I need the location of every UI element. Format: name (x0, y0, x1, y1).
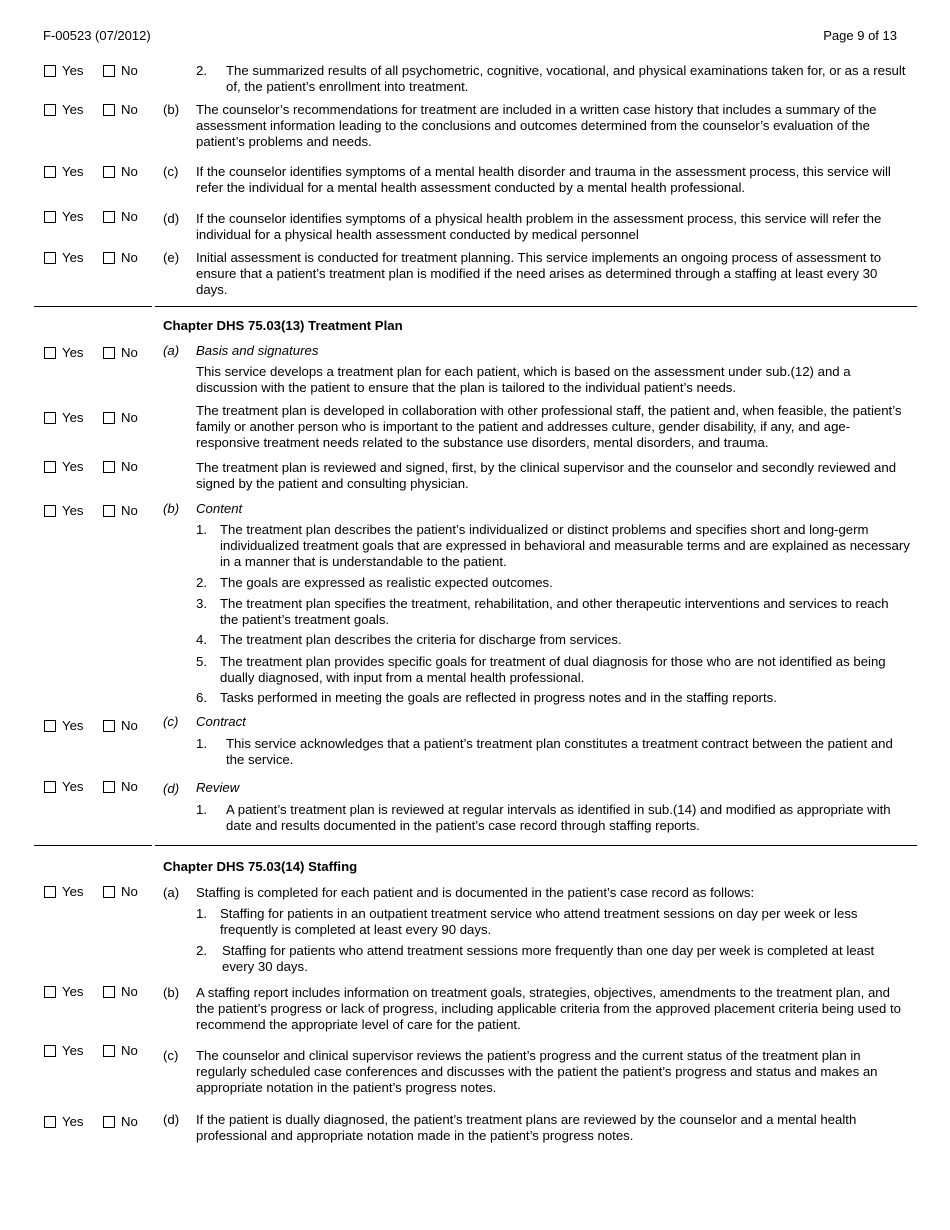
yes-label: Yes (62, 984, 84, 999)
no-label: No (121, 884, 138, 899)
yes-label: Yes (62, 718, 84, 733)
item-number: 2. (196, 575, 207, 590)
item-text: A patient’s treatment plan is reviewed at regular intervals as identified in sub.(14) and modified as appropriate with date and results documented in the patient’s case record through staffing reports. (226, 802, 891, 833)
yes-checkbox[interactable] (44, 412, 56, 424)
no-checkbox[interactable] (103, 104, 115, 116)
yes-checkbox[interactable] (44, 1116, 56, 1128)
yes-label: Yes (62, 250, 84, 265)
item-letter: (e) (163, 250, 180, 265)
yes-checkbox[interactable] (44, 720, 56, 732)
no-label: No (121, 209, 138, 224)
item-number: 2. (196, 943, 207, 958)
yes-no-group (44, 984, 154, 1000)
yes-label: Yes (62, 1043, 84, 1058)
yes-checkbox[interactable] (44, 986, 56, 998)
form-id: F-00523 (07/2012) (43, 28, 151, 43)
no-checkbox[interactable] (103, 505, 115, 517)
yes-checkbox[interactable] (44, 252, 56, 264)
no-checkbox[interactable] (103, 781, 115, 793)
yes-checkbox[interactable] (44, 211, 56, 223)
item-text: If the patient is dually diagnosed, the patient’s treatment plans are reviewed by the counselor and a mental health professional and appropriate notation made in the patient’s progress notes. (196, 1112, 857, 1143)
item-text: The summarized results of all psychometric, cognitive, vocational, and physical examinations taken for, or as a result of, the patient’s enrollment into treatment. (226, 63, 906, 94)
no-checkbox[interactable] (103, 252, 115, 264)
item-number: 1. (196, 736, 207, 751)
subsection-title: Basis and signatures (196, 343, 319, 358)
no-label: No (121, 459, 138, 474)
yes-label: Yes (62, 63, 84, 78)
yes-checkbox[interactable] (44, 347, 56, 359)
no-checkbox[interactable] (103, 347, 115, 359)
no-label: No (121, 779, 138, 794)
no-checkbox[interactable] (103, 1116, 115, 1128)
item-text: If the counselor identifies symptoms of a mental health disorder and trauma in the assessment process, this service will refer the individual for a mental health assessment conducted by a mental health professional. (196, 164, 891, 195)
item-text: A staffing report includes information on treatment goals, strategies, objectives, amendments to the treatment plan, and the patient’s progress or lack of progress, including applicable criteria from the approved placement criteria being used to recommend the appropriate level of care for the patient. (196, 985, 901, 1032)
yes-no-group (44, 209, 154, 225)
yes-no-group (44, 410, 154, 426)
no-checkbox[interactable] (103, 211, 115, 223)
yes-checkbox[interactable] (44, 104, 56, 116)
yes-no-group (44, 718, 154, 734)
yes-checkbox[interactable] (44, 461, 56, 473)
item-text: The treatment plan specifies the treatment, rehabilitation, and other therapeutic interventions and services to reach the patient’s treatment goals. (220, 596, 889, 627)
subsection-title: Content (196, 501, 243, 516)
item-number: 1. (196, 906, 207, 921)
item-number: 5. (196, 654, 207, 669)
yes-no-group (44, 63, 154, 79)
no-label: No (121, 345, 138, 360)
item-text: The treatment plan provides specific goals for treatment of dual diagnosis for those who are not identified as being dually diagnosed, with input from a mental health professional. (220, 654, 886, 685)
subsection-title: Review (196, 780, 240, 795)
yes-no-group (44, 1114, 154, 1130)
yes-label: Yes (62, 884, 84, 899)
item-text: This service develops a treatment plan for each patient, which is based on the assessment under sub.(12) and a discussion with the patient to ensure that the plan is tailored to the individual patient’s needs. (196, 364, 851, 395)
no-checkbox[interactable] (103, 461, 115, 473)
yes-checkbox[interactable] (44, 65, 56, 77)
yes-checkbox[interactable] (44, 1045, 56, 1057)
section-divider (34, 845, 152, 846)
item-letter: (c) (163, 1048, 179, 1063)
yes-label: Yes (62, 779, 84, 794)
item-letter: (b) (163, 985, 180, 1000)
item-text: This service acknowledges that a patient’s treatment plan constitutes a treatment contract between the patient and the service. (226, 736, 893, 767)
yes-label: Yes (62, 459, 84, 474)
item-number: 2. (196, 63, 207, 78)
yes-no-group (44, 164, 154, 180)
item-text: Initial assessment is conducted for treatment planning. This service implements an ongoing process of assessment to ensure that a patient’s treatment plan is modified if the need arises as determined through a staffing at least every 30 days. (196, 250, 882, 297)
no-label: No (121, 102, 138, 117)
no-label: No (121, 250, 138, 265)
yes-label: Yes (62, 209, 84, 224)
yes-checkbox[interactable] (44, 166, 56, 178)
no-label: No (121, 718, 138, 733)
yes-no-group (44, 102, 154, 118)
item-letter: (d) (163, 781, 180, 796)
item-number: 1. (196, 522, 207, 537)
yes-checkbox[interactable] (44, 781, 56, 793)
no-label: No (121, 1114, 138, 1129)
yes-no-group (44, 250, 154, 266)
yes-no-group (44, 884, 154, 900)
yes-label: Yes (62, 345, 84, 360)
item-letter: (d) (163, 1112, 180, 1127)
item-letter: (c) (163, 714, 179, 729)
yes-label: Yes (62, 102, 84, 117)
item-text: Staffing for patients in an outpatient treatment service who attend treatment sessions on day per week or less frequently is completed at least every 90 days. (220, 906, 858, 937)
no-checkbox[interactable] (103, 166, 115, 178)
subsection-title: Contract (196, 714, 246, 729)
item-text: The counselor and clinical supervisor reviews the patient’s progress and the current status of the treatment plan in regularly scheduled case conferences and discusses with the patient the patient’s progress and status and makes an appropriate notation in the patient’s progress notes. (196, 1048, 878, 1095)
page-number: Page 9 of 13 (823, 28, 897, 43)
item-letter: (a) (163, 885, 180, 900)
section-divider (155, 306, 917, 307)
item-letter: (d) (163, 211, 180, 226)
item-text: The treatment plan describes the criteria for discharge from services. (220, 632, 622, 647)
no-label: No (121, 63, 138, 78)
yes-no-group (44, 1043, 154, 1059)
no-checkbox[interactable] (103, 412, 115, 424)
no-label: No (121, 1043, 138, 1058)
section-heading: Chapter DHS 75.03(14) Staffing (163, 859, 358, 874)
item-letter: (c) (163, 164, 179, 179)
item-text: If the counselor identifies symptoms of a physical health problem in the assessment process, this service will refer the individual for a physical health assessment conducted by medical personnel (196, 211, 882, 242)
yes-no-group (44, 459, 154, 475)
no-label: No (121, 984, 138, 999)
item-number: 3. (196, 596, 207, 611)
yes-label: Yes (62, 410, 84, 425)
no-label: No (121, 164, 138, 179)
item-text: The treatment plan is reviewed and signed, first, by the clinical supervisor and the counselor and secondly reviewed and signed by the patient and consulting physician. (196, 460, 897, 491)
section-divider (155, 845, 917, 846)
no-label: No (121, 503, 138, 518)
item-number: 4. (196, 632, 207, 647)
item-text: Staffing for patients who attend treatment sessions more frequently than one day per week is completed at least every 30 days. (222, 943, 875, 974)
item-text: The treatment plan describes the patient’s individualized or distinct problems and specifies short and long-germ individualized treatment goals that are expressed in behavioral and measurable terms and are explained as necessary in a manner that is understandable to the patient. (220, 522, 910, 569)
yes-checkbox[interactable] (44, 886, 56, 898)
item-number: 6. (196, 690, 207, 705)
no-checkbox[interactable] (103, 886, 115, 898)
yes-label: Yes (62, 164, 84, 179)
no-label: No (121, 410, 138, 425)
no-checkbox[interactable] (103, 1045, 115, 1057)
item-letter: (a) (163, 343, 180, 358)
yes-label: Yes (62, 503, 84, 518)
item-text: Tasks performed in meeting the goals are reflected in progress notes and in the staffing reports. (220, 690, 777, 705)
section-divider (34, 306, 152, 307)
no-checkbox[interactable] (103, 986, 115, 998)
item-text: The treatment plan is developed in collaboration with other professional staff, the patient and, when feasible, the patient’s family or another person who is important to the patient and addresses culture, gender disability, if any, and age-responsive treatment needs related to the substance use disorders, mental disorders, and trauma. (196, 403, 902, 450)
no-checkbox[interactable] (103, 65, 115, 77)
item-number: 1. (196, 802, 207, 817)
item-text: The goals are expressed as realistic expected outcomes. (220, 575, 553, 590)
item-text: The counselor’s recommendations for treatment are included in a written case history that includes a summary of the assessment information leading to the conclusions and outcomes determined from the counselor’s evaluation of the patient’s problems and needs. (196, 102, 877, 149)
no-checkbox[interactable] (103, 720, 115, 732)
yes-label: Yes (62, 1114, 84, 1129)
yes-no-group (44, 779, 154, 795)
item-letter: (b) (163, 102, 180, 117)
item-letter: (b) (163, 501, 180, 516)
yes-no-group (44, 503, 154, 519)
yes-no-group (44, 345, 154, 361)
item-text: Staffing is completed for each patient and is documented in the patient’s case record as follows: (196, 885, 755, 900)
yes-checkbox[interactable] (44, 505, 56, 517)
section-heading: Chapter DHS 75.03(13) Treatment Plan (163, 318, 403, 333)
